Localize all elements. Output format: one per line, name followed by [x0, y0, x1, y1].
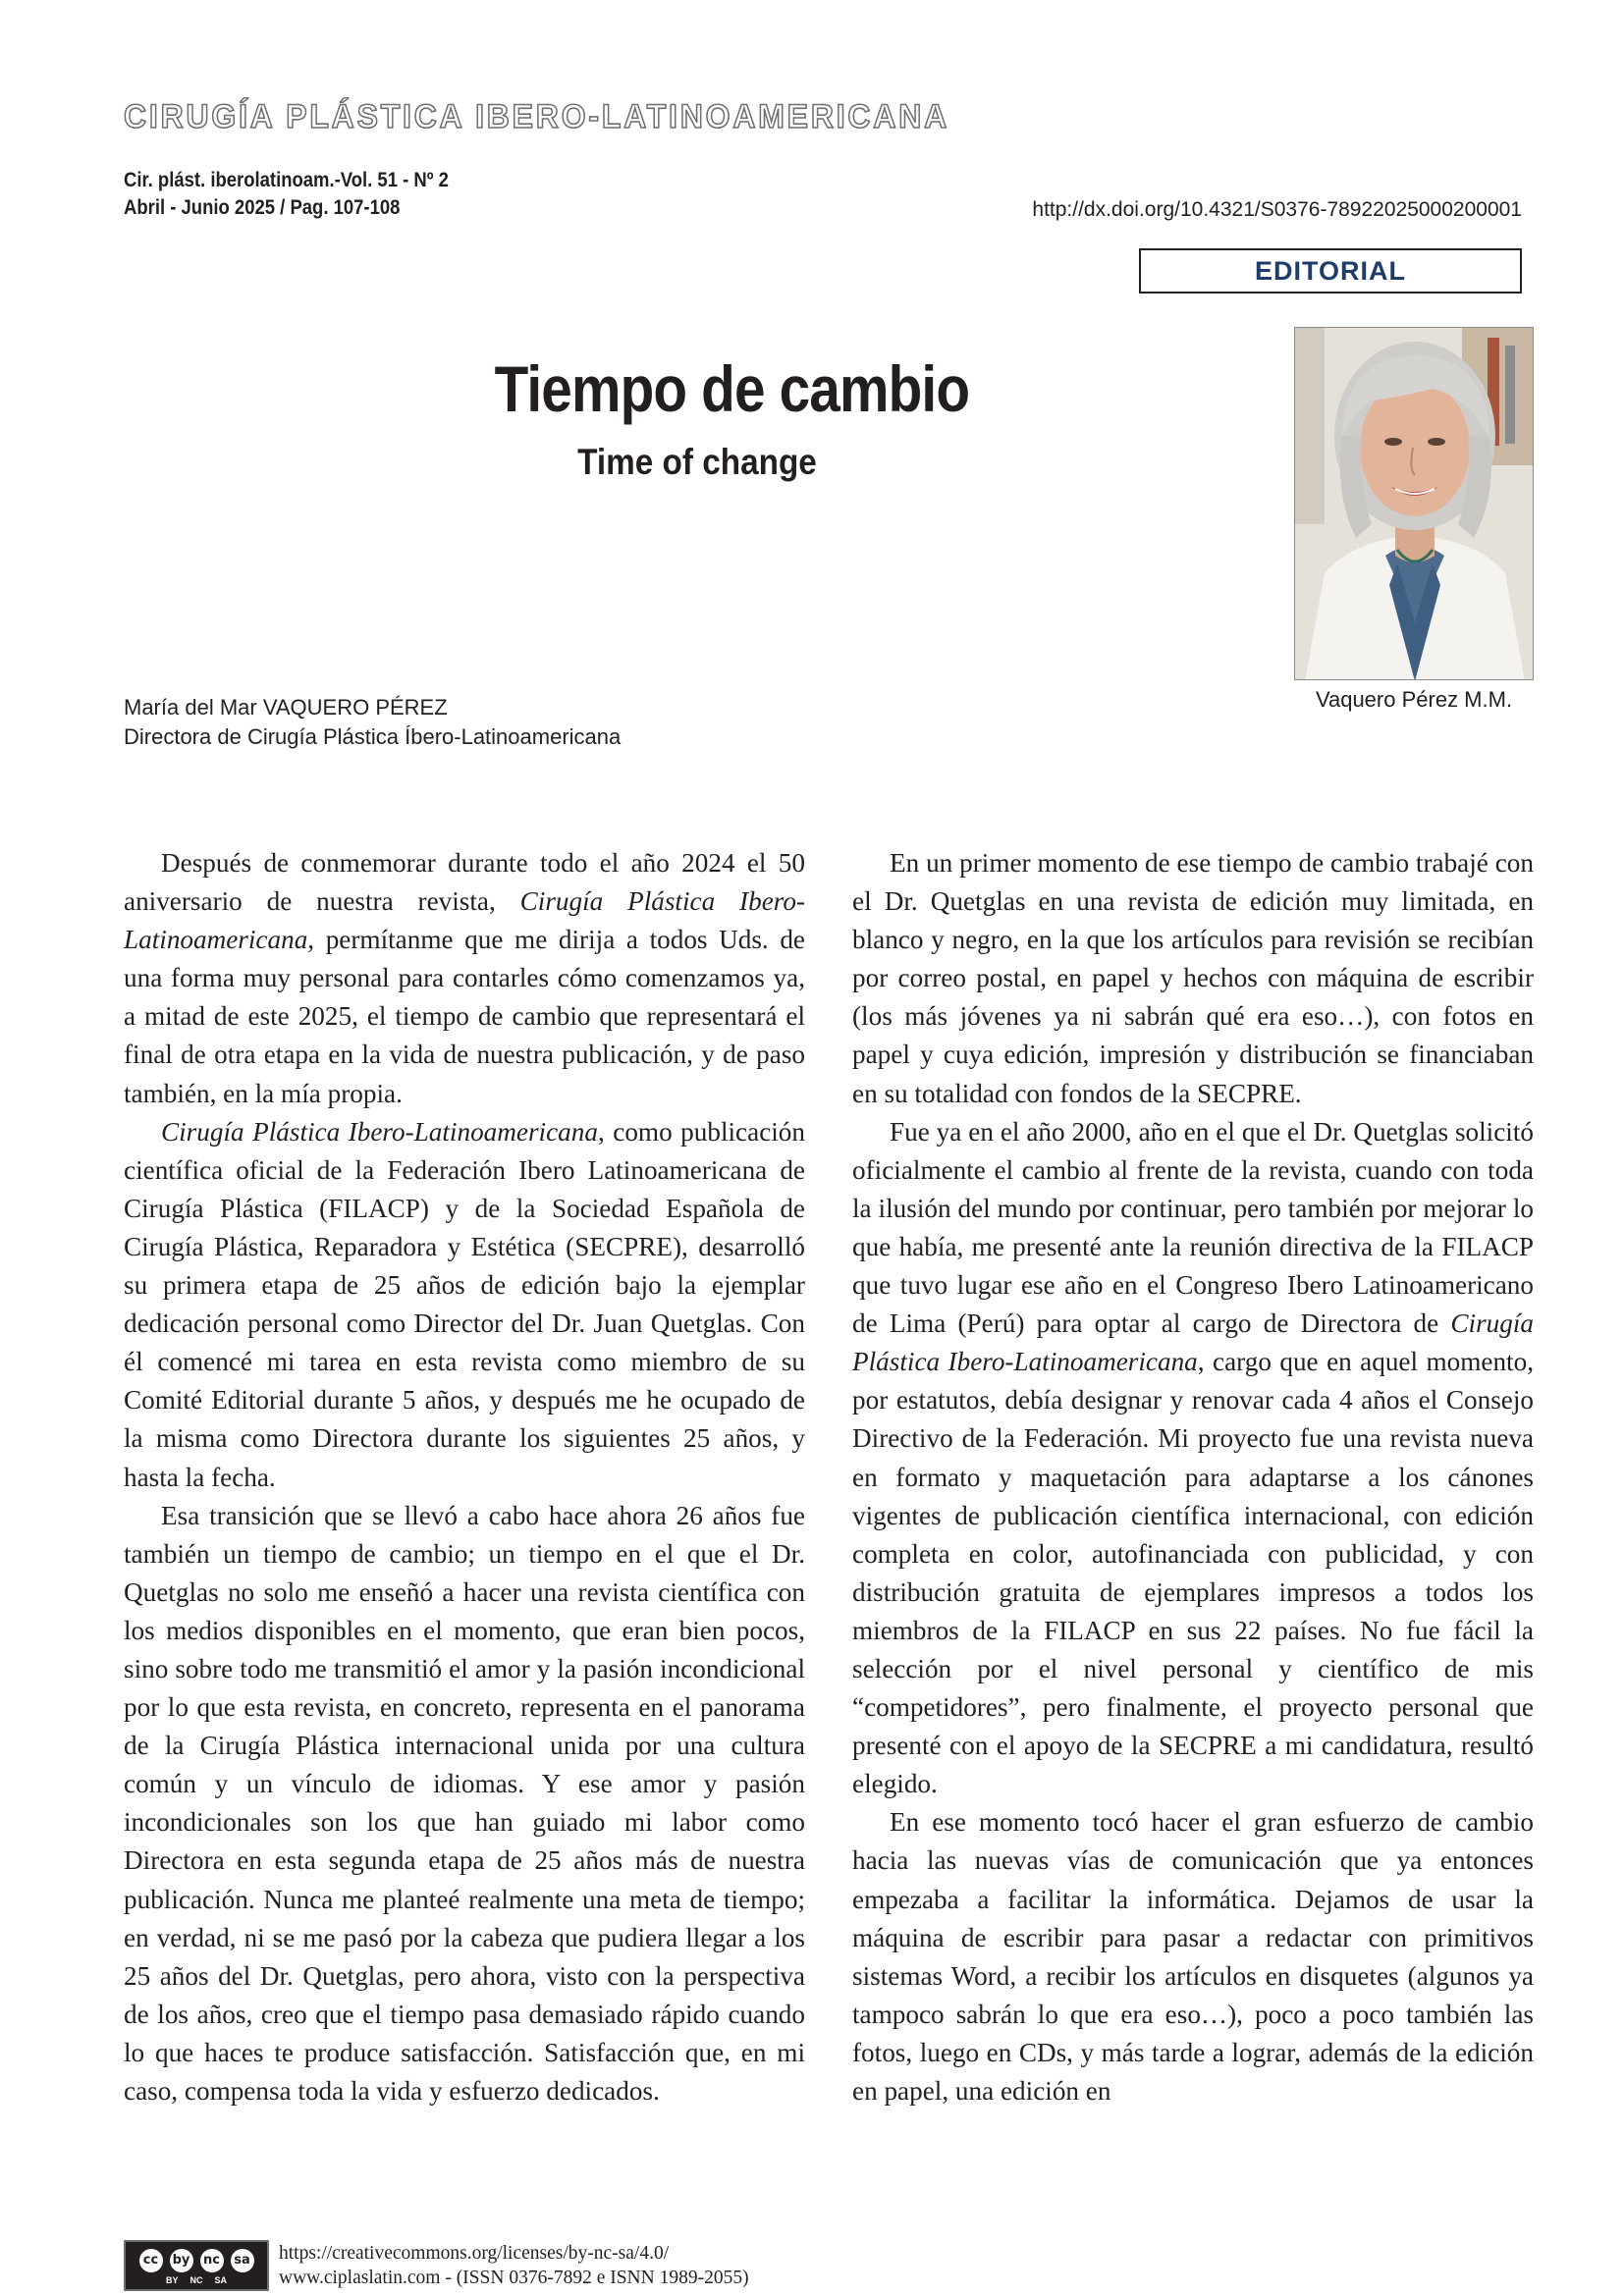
- body-column-right: [852, 844, 1534, 2110]
- license-url-link[interactable]: https://creativecommons.org/licenses/by-nc-sa/4.0/: [279, 2243, 670, 2264]
- nc-icon: nc: [198, 2247, 226, 2274]
- paragraph-1-text-a: Después de conmemorar durante todo el año 2024 el 50 aniversario de nuestra revista,: [124, 848, 805, 917]
- section-label: EDITORIAL: [1139, 248, 1522, 294]
- article-title: Tiempo de cambio: [494, 352, 970, 425]
- citation-pages: Abril - Junio 2025 / Pag. 107-108: [124, 196, 401, 219]
- paragraph-5: [852, 1113, 1534, 1804]
- cc-label-sa: SA: [214, 2274, 228, 2285]
- cc-icon-row: [137, 2247, 256, 2274]
- paragraph-2: [124, 1113, 805, 1497]
- article-subtitle: Time of change: [577, 442, 817, 482]
- by-icon: by: [168, 2247, 195, 2274]
- photo-caption: Vaquero Pérez M.M.: [1315, 687, 1513, 712]
- paragraph-3: Esa transición que se llevó a cabo hace ahora 26 años fue también un tiempo de cambio; un tiempo en el que el Dr. Quetglas no solo me enseñó a hacer una revista científica con los medios disponibles en el momento, que eran bien pocos, sino sobre todo me transmitió el amor y la pasión incondicional por lo que esta revista, en concreto, representa en el panorama de la Cirugía Plástica internacional unida por una cultura común y un vínculo de idiomas. Y ese amor y pasión incondicionales son los que han guiado mi labor como Directora en esta segunda etapa de 25 años más de nuestra publicación. Nunca me planteé realmente una meta de tiempo; en verdad, ni se me pasó por la cabeza que pudiera llegar a los 25 años del Dr. Quetglas, pero ahora, visto con la perspectiva de los años, creo que el tiempo pasa demasiado rápido cuando lo que haces te produce satisfacción. Satisfacción que, en mi caso, compensa toda la vida y esfuerzo dedicados.: [124, 1500, 805, 2106]
- cc-icon: cc: [137, 2247, 165, 2274]
- footer: [124, 2240, 749, 2291]
- cc-license-badge[interactable]: [124, 2240, 269, 2291]
- author-portrait-illustration: [1295, 328, 1534, 680]
- paragraph-4: En un primer momento de ese tiempo de cambio trabajé con el Dr. Quetglas en una revista de edición muy limitada, en blanco y negro, en la que los artículos para revisión se recibían por correo postal, en papel y hechos con máquina de escribir (los más jóvenes ya ni sabrán qué era eso…), con fotos en papel y cuya edición, impresión y distribución se financiaban en su totalidad con fondos de la SECPRE.: [852, 848, 1534, 1108]
- author-name: María del Mar VAQUERO PÉREZ: [124, 695, 448, 720]
- author-photo: [1294, 327, 1534, 680]
- author-affiliation: Directora de Cirugía Plástica Íbero-Latinoamericana: [124, 724, 622, 749]
- cc-label-nc: NC: [189, 2274, 203, 2285]
- journal-name-italic: Cirugía Plástica Ibero-Latinoamericana: [852, 1308, 1534, 1377]
- paragraph-1-text-b: , permítanme que me dirija a todos Uds. de una forma muy personal para contarles cómo comenzamos ya, a mitad de este 2025, el tiempo de cambio que representará el final de otra etapa en la vida de nuestra publicación, y de paso también, en la mía propia.: [124, 925, 805, 1108]
- footer-text: [279, 2241, 749, 2290]
- sa-icon: sa: [229, 2247, 256, 2274]
- cc-label-row: [166, 2275, 227, 2285]
- paragraph-5-text-b: , cargo que en aquel momento, por estatutos, debía designar y renovar cada 4 años el Consejo Directivo de la Federación. Mi proyecto fue una revista nueva en formato y maquetación para adaptarse a los cánones vigentes de publicación científica internacional, con edición completa en color, autofinanciada con publicidad, y con distribución gratuita de ejemplares impresos a todos los miembros de la FILACP en sus 22 países. No fue fácil la selección por el nivel personal y científico de mis “competidores”, pero finalmente, el proyecto personal que presenté con el apoyo de la SECPRE a mi candidatura, resultó elegido.: [852, 1347, 1534, 1799]
- paragraph-2-text: , como publicación científica oficial de la Federación Ibero Latinoamericana de Cirugía Plástica (FILACP) y de la Sociedad Española de Cirugía Plástica, Reparadora y Estética (SECPRE), desarrolló su primera etapa de 25 años de edición bajo la ejemplar dedicación personal como Director del Dr. Juan Quetglas. Con él comencé mi tarea en esta revista como miembro de su Comité Editorial durante 5 años, y después me he ocupado de la misma como Directora durante los siguientes 25 años, y hasta la fecha.: [124, 1116, 805, 1492]
- citation-volume: Cir. plást. iberolatinoam.-Vol. 51 - Nº 2: [124, 169, 449, 191]
- paragraph-5-text-a: Fue ya en el año 2000, año en el que el Dr. Quetglas solicitó oficialmente el cambio al frente de la revista, cuando con toda la ilusión del mundo por continuar, pero también por mejorar lo que había, me presenté ante la reunión directiva de la FILACP que tuvo lugar ese año en el Congreso Ibero Latinoamericano de Lima (Perú) para optar al cargo de Directora de: [852, 1116, 1534, 1339]
- journal-banner: CIRUGÍA PLÁSTICA IBERO-LATINOAMERICANA: [124, 98, 950, 135]
- cc-label-by: BY: [165, 2274, 179, 2285]
- site-issn: www.ciplaslatin.com - (ISSN 0376-7892 e ISNN 1989-2055): [279, 2268, 749, 2288]
- paragraph-1: [124, 844, 805, 1113]
- paragraph-6: En ese momento tocó hacer el gran esfuerzo de cambio hacia las nuevas vías de comunicación que ya entonces empezaba a facilitar la informática. Dejamos de usar la máquina de escribir para pasar a redactar con primitivos sistemas Word, a recibir los artículos en disquetes (algunos ya tampoco sabrán lo que era eso…), poco a poco también las fotos, luego en CDs, y más tarde a lograr, además de la edición en papel, una edición en: [852, 1807, 1534, 2106]
- journal-name-italic: Cirugía Plástica Ibero-Latinoamericana: [161, 1116, 598, 1147]
- body-column-left: [124, 844, 805, 2110]
- journal-name-italic: Cirugía Plástica Ibero-Latinoamericana: [124, 886, 805, 955]
- citation-block: [124, 167, 449, 222]
- doi-link[interactable]: http://dx.doi.org/10.4321/S0376-78922025000200001: [1032, 198, 1522, 221]
